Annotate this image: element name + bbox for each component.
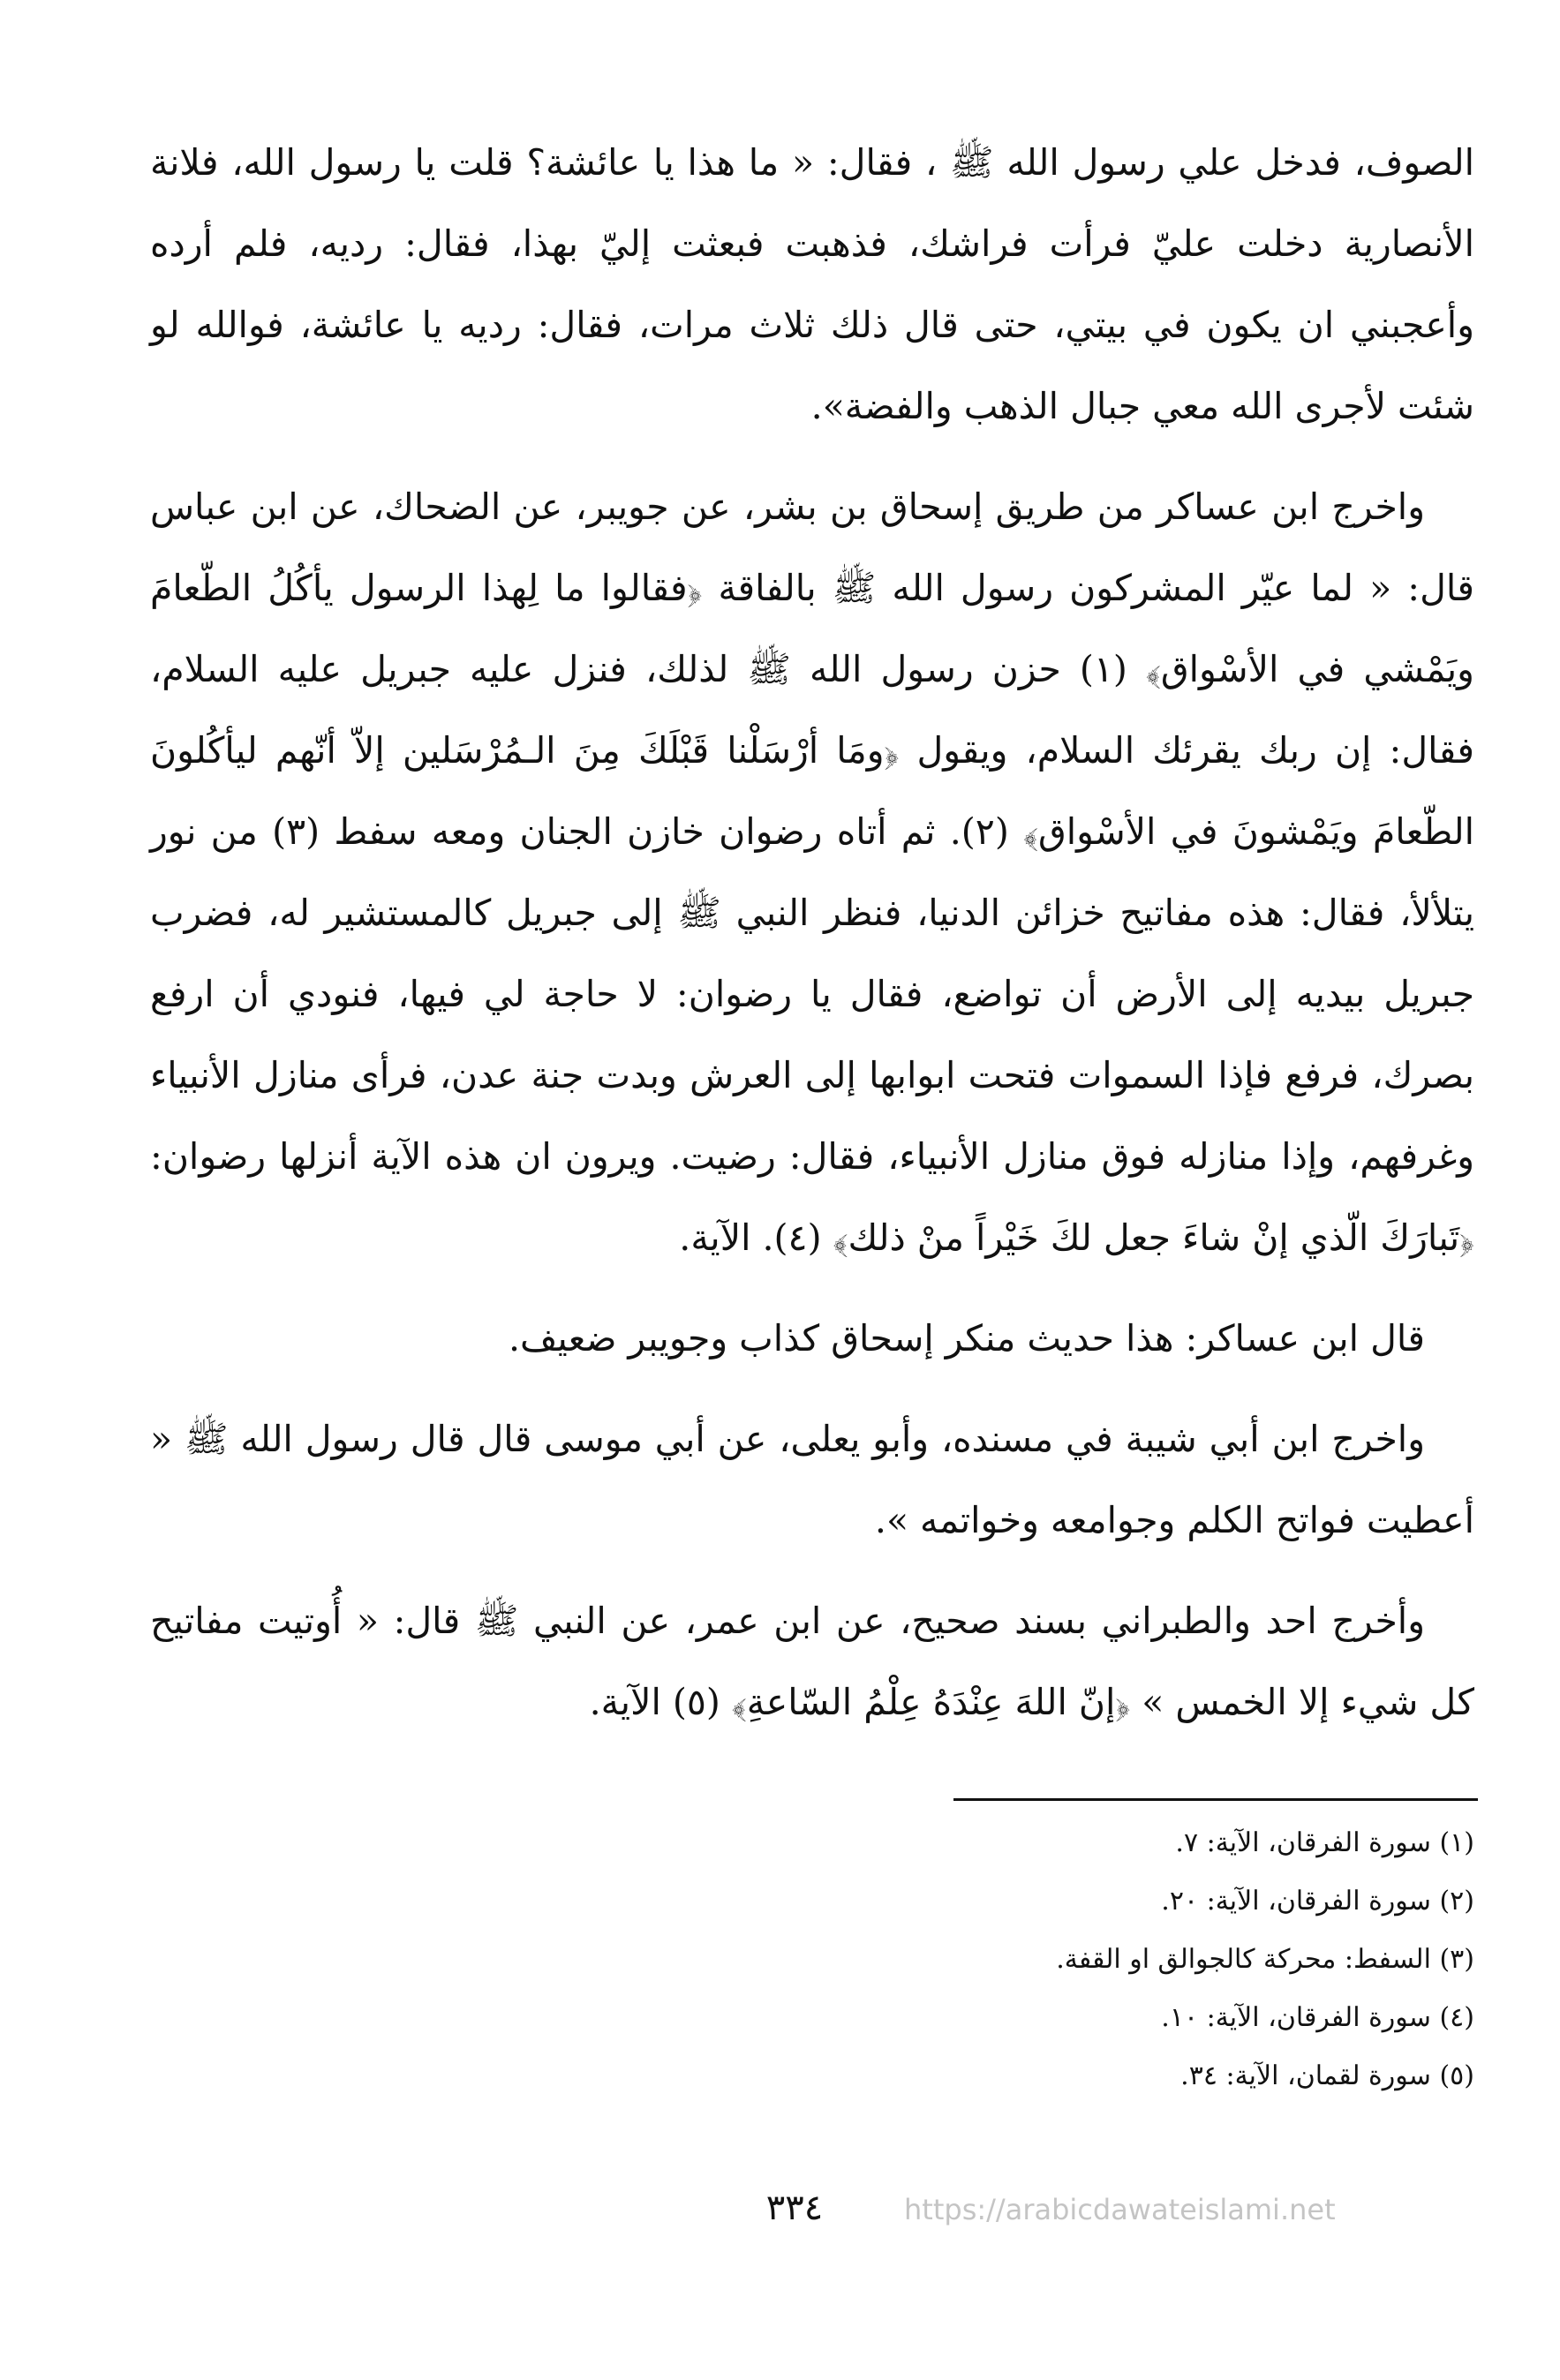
footnote-3: (٣) السفط: محركة كالجوالق او القفة. [1056,1944,1474,1975]
footnote-divider [953,1798,1478,1801]
paragraph-1: الصوف، فدخل علي رسول الله ﷺ ، فقال: « ما هذا يا عائشة؟ قلت يا رسول الله، فلانة الأنصارية دخلت عليّ فرأت فراشك، فذهبت فبعثت إليّ بهذا، فقال: رديه، فلم أرده وأعجبني ان يكون في بيتي، حتى قال ذلك ثلاث مرات، فقال: رديه يا عائشة، فوالله لو شئت لأجرى الله معي جبال الذهب والفضة». [150,141,1474,427]
paragraph-3: قال ابن عساكر: هذا حديث منكر إسحاق كذاب وجويبر ضعيف. [508,1317,1425,1359]
footnote-5: (٥) سورة لقمان، الآية: ٣٤. [1180,2060,1474,2091]
watermark-url: https://arabicdawateislami.net [904,2193,1336,2226]
paragraph-5: وأخرج احد والطبراني بسند صحيح، عن ابن عمر، عن النبي ﷺ قال: « أُوتيت مفاتيح كل شيء إلا الخمس » ﴿إنّ اللهَ عِنْدَهُ عِلْمُ السّاعةِ﴾ (٥) الآية. [150,1600,1474,1723]
page-number: ٣٣٤ [765,2188,824,2228]
footnote-2: (٢) سورة الفرقان، الآية: ٢٠. [1161,1886,1474,1917]
main-text [150,122,1474,1762]
footnote-1: (١) سورة الفرقان، الآية: ٧. [1175,1827,1474,1858]
paragraph-4: واخرج ابن أبي شيبة في مسنده، وأبو يعلى، عن أبي موسى قال قال رسول الله ﷺ « أعطيت فواتح الكلم وجوامعه وخواتمه ». [150,1418,1474,1541]
footnote-4: (٤) سورة الفرقان، الآية: ١٠. [1161,2002,1474,2033]
footnotes [883,1814,1474,2105]
paragraph-2: واخرج ابن عساكر من طريق إسحاق بن بشر، عن جويبر، عن الضحاك، عن ابن عباس قال: « لما عيّر المشركون رسول الله ﷺ بالفاقة ﴿فقالوا ما لِهذا الرسول يأكُلُ الطّعامَ ويَمْشي في الأسْواق﴾ (١) حزن رسول الله ﷺ لذلك، فنزل عليه جبريل عليه السلام، فقال: إن ربك يقرئك السلام، ويقول ﴿ومَا أرْسَلْنا قَبْلَكَ مِنَ الـمُرْسَلين إلاّ أنّهم ليأكُلونَ الطّعامَ ويَمْشونَ في الأسْواق﴾ (٢). ثم أتاه رضوان خازن الجنان ومعه سفط (٣) من نور يتلألأ، فقال: هذه مفاتيح خزائن الدنيا، فنظر النبي ﷺ إلى جبريل كالمستشير له، فضرب جبريل بيديه إلى الأرض أن تواضع، فقال يا رضوان: لا حاجة لي فيها، فنودي أن ارفع بصرك، فرفع فإذا السموات فتحت ابوابها إلى العرش وبدت جنة عدن، فرأى منازل الأنبياء وغرفهم، وإذا منازله فوق منازل الأنبياء، فقال: رضيت. ويرون ان هذه الآية أنزلها رضوان: ﴿تَبارَكَ الّذي إنْ شاءَ جعل لكَ خَيْراً منْ ذلك﴾ (٤). الآية. [150,486,1475,1259]
